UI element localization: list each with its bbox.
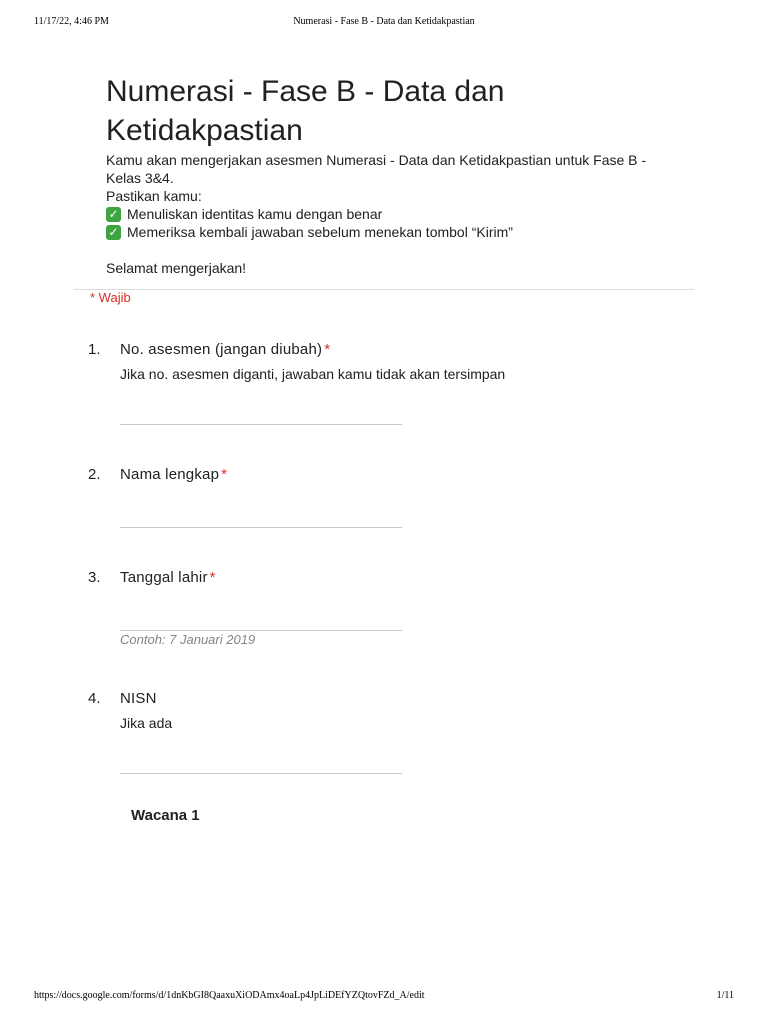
check-text: Menuliskan identitas kamu dengan benar bbox=[127, 206, 383, 222]
check-box-icon: ✓ bbox=[106, 225, 121, 240]
section-title: Wacana 1 bbox=[131, 807, 200, 824]
question-title: NISN bbox=[120, 690, 157, 707]
form-description bbox=[106, 151, 666, 277]
question-help: Jika no. asesmen diganti, jawaban kamu tidak akan tersimpan bbox=[120, 366, 506, 382]
answer-input-nisn[interactable] bbox=[120, 773, 402, 774]
question-help: Jika ada bbox=[120, 715, 173, 731]
question-title: Tanggal lahir * bbox=[120, 569, 216, 586]
answer-hint: Contoh: 7 Januari 2019 bbox=[120, 632, 256, 647]
answer-input-nama-lengkap[interactable] bbox=[120, 527, 402, 528]
required-note: * Wajib bbox=[90, 290, 131, 305]
print-datetime: 11/17/22, 4:46 PM bbox=[34, 16, 109, 27]
question-number: 3. bbox=[88, 569, 101, 586]
print-url: https://docs.google.com/forms/d/1dnKbGI8QaaxuXiODAmx4oaLp4JpLiDEfYZQtovFZd_A/edit bbox=[34, 990, 425, 1001]
description-intro: Kamu akan mengerjakan asesmen Numerasi - Data dan Ketidakpastian untuk Fase B - Kelas 3&4. bbox=[106, 152, 647, 186]
question-title: No. asesmen (jangan diubah) * bbox=[120, 341, 331, 358]
question-number: 2. bbox=[88, 466, 101, 483]
required-star: * bbox=[324, 341, 331, 358]
print-footer bbox=[34, 990, 734, 1004]
description-check-2 bbox=[106, 223, 666, 241]
answer-input-tanggal-lahir[interactable] bbox=[120, 630, 402, 631]
description-ensure: Pastikan kamu: bbox=[106, 188, 202, 204]
check-box-icon: ✓ bbox=[106, 207, 121, 222]
question-number: 1. bbox=[88, 341, 101, 358]
print-title: Numerasi - Fase B - Data dan Ketidakpastian bbox=[293, 16, 475, 27]
check-text: Memeriksa kembali jawaban sebelum menekan tombol “Kirim” bbox=[127, 224, 513, 240]
description-check-1 bbox=[106, 205, 666, 223]
print-page-number: 1/11 bbox=[716, 990, 734, 1001]
form-title: Numerasi - Fase B - Data dan Ketidakpastian bbox=[106, 75, 505, 147]
question-title: Nama lengkap * bbox=[120, 466, 228, 483]
answer-input-no-asesmen[interactable] bbox=[120, 424, 402, 425]
question-number: 4. bbox=[88, 690, 101, 707]
required-star: * bbox=[209, 569, 216, 586]
description-closing: Selamat mengerjakan! bbox=[106, 260, 247, 276]
print-header bbox=[34, 16, 734, 30]
required-star: * bbox=[221, 466, 228, 483]
header-divider bbox=[74, 289, 694, 290]
